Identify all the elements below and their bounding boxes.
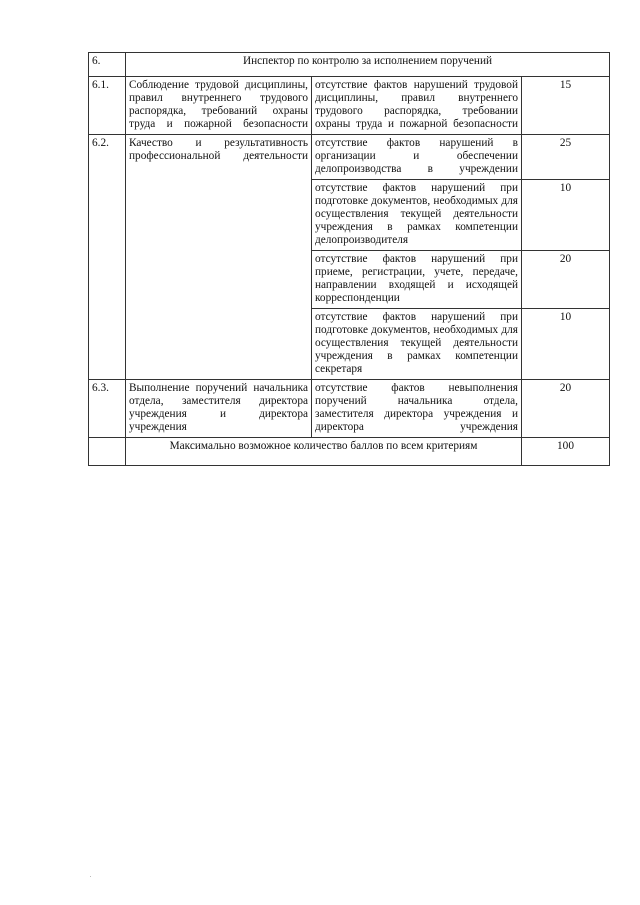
score-cell: 10 [522, 180, 610, 251]
section-title: Инспектор по контролю за исполнением поручений [126, 53, 610, 77]
criterion-cell: Соблюдение трудовой дисциплины, правил внутреннего трудового распорядка, требований охраны труда и пожарной безопасности [126, 77, 312, 135]
criterion-cell: Выполнение поручений начальника отдела, заместителя директора учреждения и директора учреждения [126, 380, 312, 438]
table-row [89, 77, 610, 135]
total-score: 100 [522, 438, 610, 466]
section-number: 6. [89, 53, 126, 77]
section-header-row [89, 53, 610, 77]
indicator-cell: отсутствие фактов нарушений при подготовке документов, необходимых для осуществления текущей деятельности учреждения в рамках компетенции делопроизводителя [312, 180, 522, 251]
score-cell: 20 [522, 380, 610, 438]
indicator-cell: отсутствие фактов нарушений трудовой дисциплины, правил внутреннего трудового распорядка, требовании охраны труда и пожарной безопасности [312, 77, 522, 135]
total-row [89, 438, 610, 466]
row-number: 6.1. [89, 77, 126, 135]
score-cell: 25 [522, 135, 610, 180]
indicator-cell: отсутствие фактов нарушений при подготовке документов, необходимых для осуществления текущей деятельности учреждения в рамках компетенции секретаря [312, 309, 522, 380]
criterion-cell: Качество и результативность профессиональной деятельности [126, 135, 312, 380]
row-number: 6.2. [89, 135, 126, 380]
score-cell: 15 [522, 77, 610, 135]
score-cell: 20 [522, 251, 610, 309]
table-row [89, 135, 610, 180]
indicator-cell: отсутствие фактов нарушений в организации и обеспечении делопроизводства в учреждении [312, 135, 522, 180]
score-cell: 10 [522, 309, 610, 380]
indicator-cell: отсутствие фактов невыполнения поручений начальника отдела, заместителя директора учреждения и директора учреждения [312, 380, 522, 438]
total-label: Максимально возможное количество баллов по всем критериям [126, 438, 522, 466]
table-row [89, 380, 610, 438]
row-number: 6.3. [89, 380, 126, 438]
indicator-cell: отсутствие фактов нарушений при приеме, регистрации, учете, передаче, направлении входящей и исходящей корреспонденции [312, 251, 522, 309]
criteria-table [88, 52, 610, 466]
total-number-cell [89, 438, 126, 466]
scan-speck [90, 876, 91, 877]
